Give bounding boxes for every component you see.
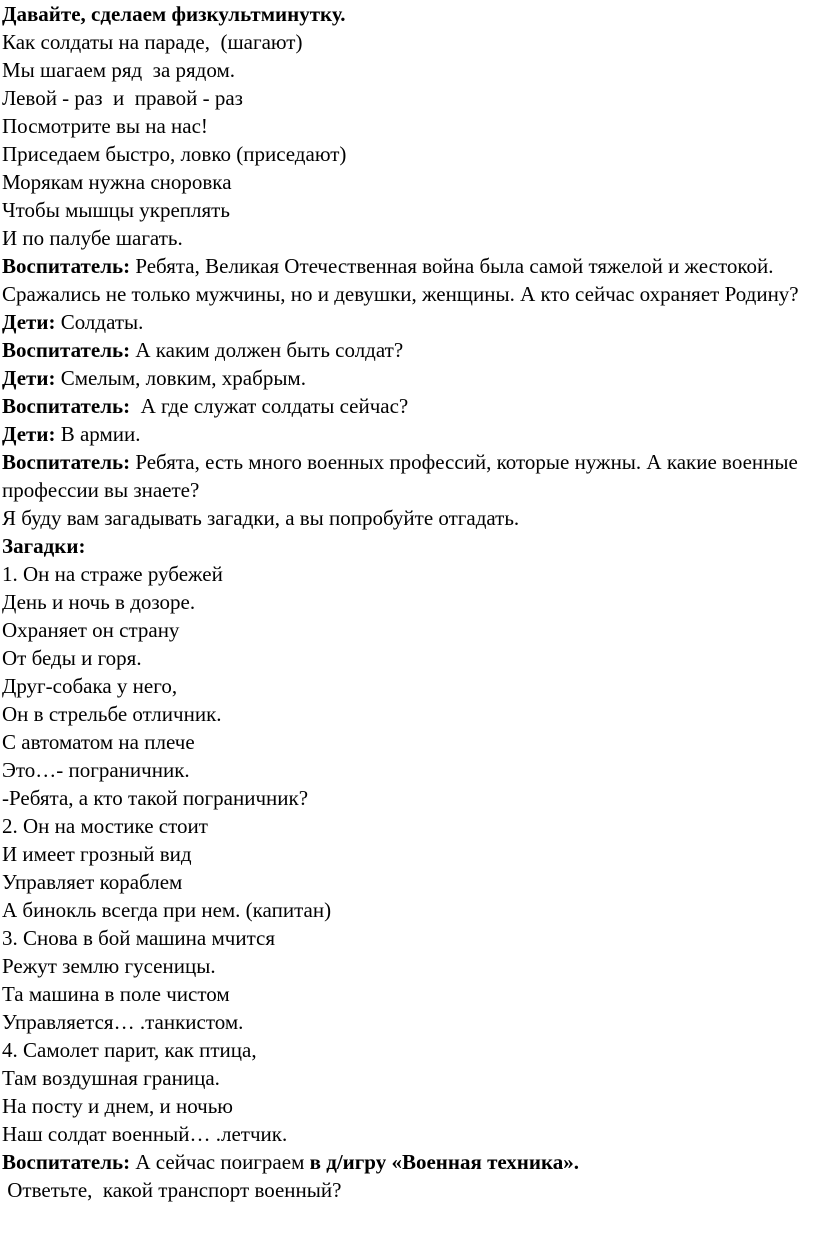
riddle-line: А бинокль всегда при нем. (капитан) [2,898,332,922]
speech-text: А каким должен быть солдат? [130,338,404,362]
riddle-line: Там воздушная граница. [2,1066,220,1090]
riddles-heading: Загадки: [2,534,86,558]
verse-line: Мы шагаем ряд за рядом. [2,58,236,82]
verse-line: Приседаем быстро, ловко (приседают) [2,142,347,166]
speaker-label: Дети: [2,422,56,446]
riddle-line: 2. Он на мостике стоит [2,814,208,838]
verse-line: Посмотрите вы на нас! [2,114,208,138]
speech-text: А где служат солдаты сейчас? [130,394,409,418]
dialogue-line [2,308,814,336]
dialogue-line [2,252,814,308]
verse-line: И по палубе шагать. [2,226,183,250]
speaker-label: Дети: [2,310,56,334]
riddle-line: Управляет кораблем [2,870,183,894]
game-title: в д/игру «Военная техника». [309,1150,580,1174]
verse-line: Морякам нужна сноровка [2,170,232,194]
last-line: Ответьте, какой транспорт военный? [2,1178,342,1202]
dialogue-line [2,448,814,504]
dialogue-line [2,420,814,448]
exercise-verse [2,28,814,252]
dialogue-line [2,392,814,420]
riddle-line: Наш солдат военный… .летчик. [2,1122,288,1146]
speaker-label: Воспитатель: [2,254,131,278]
riddle-line: Охраняет он страну [2,618,180,642]
riddle-line: Управляется… .танкистом. [2,1010,244,1034]
riddle-line: Та машина в поле чистом [2,982,230,1006]
riddle-line: Режут землю гусеницы. [2,954,216,978]
verse-line: Чтобы мышцы укреплять [2,198,230,222]
intro-line: Я буду вам загадывать загадки, а вы попробуйте отгадать. [2,506,520,530]
riddle-line: 4. Самолет парит, как птица, [2,1038,257,1062]
speaker-label: Воспитатель: [2,338,131,362]
speaker-label: Дети: [2,366,56,390]
riddle-line: День и ночь в дозоре. [2,590,196,614]
speech-text: В армии. [55,422,141,446]
speech-text: А сейчас поиграем [130,1150,310,1174]
riddle-line: От беды и горя. [2,646,142,670]
riddle-line: С автоматом на плече [2,730,195,754]
speech-text: Смелым, ловким, храбрым. [55,366,306,390]
heading: Давайте, сделаем физкультминутку. [2,2,346,26]
dialogue-line [2,336,814,364]
speech-text: Ребята, есть много военных профессий, которые нужны. А какие военные профессии вы знаете? [2,450,798,502]
dialogue [2,252,814,504]
riddle-line: -Ребята, а кто такой пограничник? [2,786,309,810]
riddle-line: Он в стрельбе отличник. [2,702,222,726]
verse-line: Левой - раз и правой - раз [2,86,243,110]
verse-line: Как солдаты на параде, (шагают) [2,30,303,54]
closing-line [2,1148,814,1176]
riddles-list [2,560,814,1148]
dialogue-line [2,364,814,392]
riddle-line: 1. Он на страже рубежей [2,562,223,586]
riddle-line: Друг-собака у него, [2,674,178,698]
speaker-label: Воспитатель: [2,1150,131,1174]
document-page [2,0,814,1204]
speech-text: Солдаты. [55,310,144,334]
speaker-label: Воспитатель: [2,394,131,418]
speech-text: Ребята, Великая Отечественная война была самой тяжелой и жестокой. Сражались не только мужчины, но и девушки, женщины. А кто сейчас охраняет Родину? [2,254,799,306]
riddle-line: На посту и днем, и ночью [2,1094,233,1118]
riddle-line: 3. Снова в бой машина мчится [2,926,275,950]
riddle-line: И имеет грозный вид [2,842,192,866]
riddle-line: Это…- пограничник. [2,758,190,782]
speaker-label: Воспитатель: [2,450,131,474]
